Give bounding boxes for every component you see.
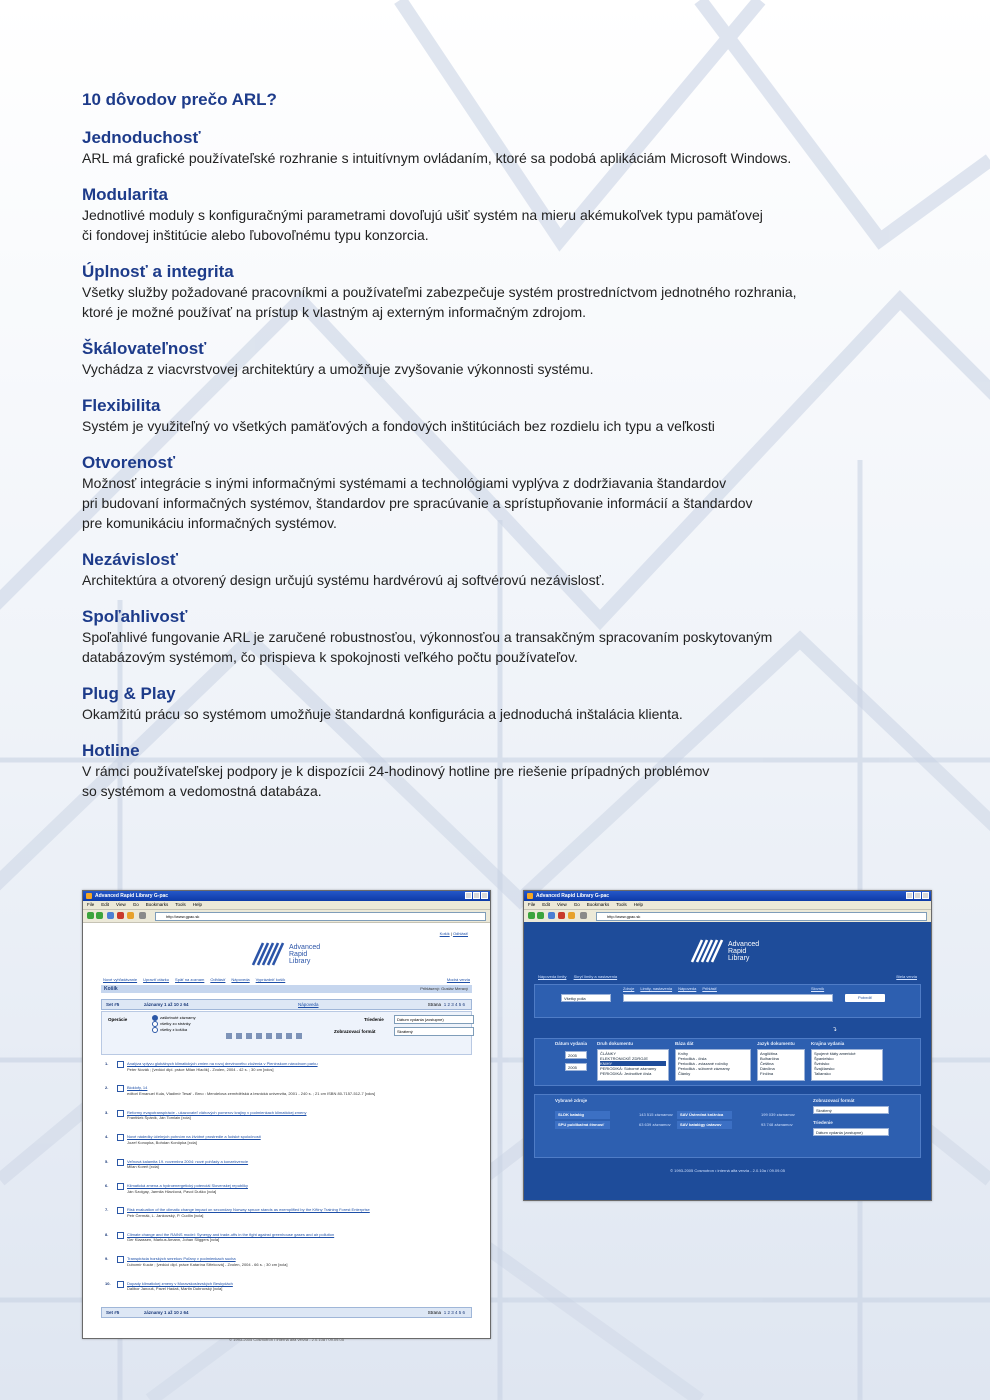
sort-select[interactable]: Dátum vydania (zostupne) — [394, 1015, 474, 1024]
hit-title[interactable]: Analýza vplyvu globálnych klimatických zmien na rovoj drevinového zloženia v Pieninskom národnom parku — [127, 1061, 318, 1066]
hit-checkbox[interactable] — [117, 1061, 124, 1068]
footer: © 1993-2005 Cosmotron • interná alfa verzia - 2.0.10a / 09.09.05 — [229, 1337, 344, 1342]
source-count: 63 639 záznamov — [639, 1122, 671, 1127]
app-icon — [86, 893, 92, 899]
reason-text: so systémom a vedomostná databáza. — [82, 783, 322, 799]
pages-label: Strana — [427, 1002, 441, 1007]
hit-checkbox[interactable] — [117, 1159, 124, 1166]
search-input[interactable] — [623, 994, 833, 1002]
hit-title[interactable]: Nové nádedky účelných pohnóm na živótné prostredie a ľudské spoločnosti — [127, 1134, 261, 1140]
reason-heading: Jednoduchosť — [82, 128, 201, 147]
listbox-option[interactable]: Periodiká - čísla — [678, 1056, 707, 1061]
limits-panel — [534, 1038, 921, 1086]
listbox-option[interactable]: Fínčina — [760, 1071, 774, 1076]
limit-column-label: Báza dát — [675, 1041, 694, 1046]
menu-item[interactable]: Go — [132, 902, 139, 907]
arl-logo — [690, 938, 759, 964]
source-name[interactable]: SLDK katalóg — [555, 1111, 610, 1119]
reason-heading: Plug & Play — [82, 684, 176, 703]
reason-heading: Flexibilita — [82, 396, 161, 415]
hit-number: 9. — [105, 1256, 109, 1262]
hit-detail: Ján Szolgay, Jarmila Hlavčová, Pavol Duško [xcla] — [127, 1188, 217, 1194]
menu-item[interactable]: Help — [633, 902, 644, 907]
menubar — [524, 901, 931, 910]
limit-listbox[interactable] — [811, 1049, 883, 1081]
reason-text: či fondovej inštitúcie alebo ľubovoľnému typu konzorcia. — [82, 227, 429, 243]
reason-text: databázovým systémom, čo prispieva k spokojnosti veľkého počtu používateľov. — [82, 649, 578, 665]
reason-text: Možnosť integrácie s inými informačnými systémami a technológiami vyplýva z dodržiavania štandardov — [82, 475, 727, 491]
hit-row — [105, 1281, 470, 1305]
nav-link[interactable]: Nové vyhľadávanie — [103, 977, 138, 982]
reason-section — [82, 607, 942, 667]
reason-text: ktoré je možné používať na prístup k vlastným aj externým informačným zdrojom. — [82, 304, 586, 320]
hit-checkbox[interactable] — [117, 1207, 124, 1214]
menu-item[interactable]: Go — [573, 902, 580, 907]
hit-row — [105, 1207, 470, 1231]
hit-number: 5. — [105, 1158, 109, 1164]
hit-row — [105, 1232, 470, 1256]
reason-section — [82, 128, 942, 168]
forward-icon[interactable] — [537, 912, 544, 919]
hit-title[interactable]: Transpirácia horských smrekov Poľany v podmienkach sucha — [127, 1256, 236, 1262]
address-bar[interactable]: http://www.gpac.sk — [596, 912, 927, 921]
reason-section — [82, 741, 942, 801]
source-name[interactable]: SAV katalógy ústavov — [677, 1121, 732, 1129]
limit-listbox[interactable] — [757, 1049, 805, 1081]
menu-item[interactable]: Bookmarks — [586, 902, 610, 907]
set-label: Set #5 — [106, 1002, 120, 1007]
reason-heading: Otvorenosť — [82, 453, 176, 472]
home-icon[interactable] — [127, 912, 134, 919]
reload-icon[interactable] — [548, 912, 555, 919]
submit-button[interactable]: Potvrdiť — [845, 994, 885, 1002]
hit-number: 10. — [105, 1280, 111, 1286]
range-label-bottom: záznamy 1 až 10 z 64 — [144, 1310, 189, 1315]
hit-title[interactable]: Climate change and the RAINS model: Synergy and trade-offs in the fight against greenhouse gases and air pollution — [127, 1231, 335, 1237]
arl-logo — [251, 941, 320, 967]
hit-title[interactable]: Bioklofy, 14 — [127, 1085, 148, 1091]
reason-text: pri budovaní informačných systémov, štandardov pre spracúvanie a sprístupňovanie informácií a štandardov — [82, 495, 753, 511]
listbox-option[interactable]: Periodiká - súborné záznamy — [678, 1066, 730, 1071]
hit-detail: Jozef Konopka, Bohdan Konôpka [xcla] — [127, 1139, 197, 1145]
listbox-option[interactable]: PERIODIKÁ: Súborné záznamy — [600, 1066, 657, 1071]
back-icon[interactable] — [87, 912, 94, 919]
nav-link[interactable]: Odhlásiť — [210, 977, 226, 982]
operation-option-label: všetky z košíka — [160, 1027, 188, 1033]
listbox-option[interactable]: Švajčiarsko — [814, 1066, 835, 1071]
format-label: Zobrazovací formát — [334, 1029, 376, 1034]
listbox-option[interactable]: Dánčina — [760, 1066, 775, 1071]
hit-number: 8. — [105, 1231, 109, 1237]
field-select[interactable]: Všetky polia — [561, 994, 611, 1002]
range-label: záznamy 1 až 10 z 64 — [144, 1002, 189, 1007]
source-count: 93 748 záznamov — [761, 1122, 793, 1127]
reason-heading: Škálovateľnosť — [82, 339, 207, 358]
sort-select[interactable]: Dátum vydania (zostupne) — [813, 1128, 889, 1136]
hit-checkbox[interactable] — [117, 1232, 124, 1239]
footer: © 1993-2005 Cosmotron • interná alfa verzia - 2.0.10a / 09.09.05 — [670, 1168, 785, 1173]
nav-links — [103, 977, 291, 983]
hit-checkbox[interactable] — [117, 1110, 124, 1117]
hit-detail: Ger Klaassen, Markus Amann, Johan Sliggers [xcla] — [127, 1237, 220, 1243]
limit-column-label: Dátum vydania — [555, 1041, 588, 1046]
help-link[interactable]: Nápoveda — [298, 1002, 319, 1007]
logo-line-2: Rapid — [728, 947, 747, 955]
pages-label-bottom: Strana — [427, 1310, 441, 1315]
nav-link[interactable]: Späť na zoznam — [175, 977, 205, 982]
hit-detail: Peter Novák ; [vedúci dipl. práce Milan Hladík] - Zvolen, 2004 - 42 s. ; 30 cm [xdcs] — [127, 1066, 274, 1072]
logout-link[interactable]: Odhlásiť — [452, 931, 468, 936]
operation-option-label: zaškrtnuté záznamy — [160, 1015, 196, 1021]
page-white — [83, 923, 490, 1342]
sort-label: Triedenie — [813, 1120, 833, 1125]
hit-checkbox[interactable] — [117, 1134, 124, 1141]
reason-text: V rámci používateľskej podpory je k dispozícii 24-hodinový hotline pre riešenie prípadných problémov — [82, 763, 710, 779]
listbox-option[interactable]: Švédsko — [814, 1061, 830, 1066]
limits-help-link[interactable]: Nápoveda limity — [538, 974, 567, 979]
hit-checkbox[interactable] — [117, 1256, 124, 1263]
hit-row — [105, 1159, 470, 1183]
reason-text: Jednotlivé moduly s konfiguračnými parametrami dovoľujú ušiť systém na mieru akémukoľvek typu pamäťovej — [82, 207, 763, 223]
sources-label: Vybrané zdroje — [555, 1098, 588, 1103]
set-bar-top — [101, 999, 472, 1010]
arl-logo-icon — [251, 941, 287, 967]
hit-checkbox[interactable] — [117, 1281, 124, 1288]
field-link[interactable]: Prihlásiť — [702, 986, 717, 991]
nav-link[interactable]: Vyprázdniť košík — [255, 977, 286, 982]
page-blue — [524, 922, 931, 1200]
limit-column-label: Krajina vydania — [811, 1041, 845, 1046]
user-label: Prihlásený: Gustáv Meravý — [420, 986, 468, 991]
operations-label: Operácie — [108, 1017, 128, 1022]
hit-checkbox[interactable] — [117, 1085, 124, 1092]
limit-listbox[interactable] — [597, 1049, 669, 1081]
reason-section — [82, 339, 942, 379]
hit-row — [105, 1134, 470, 1158]
reason-section — [82, 453, 942, 533]
reason-text: Architektúra a otvorený design určujú systému hardvérovú aj softvérovú nezávislosť. — [82, 572, 605, 588]
page-numbers[interactable]: 1 2 3 4 5 6 — [443, 1002, 465, 1007]
window-title: Advanced Rapid Library G-pac — [95, 893, 169, 899]
sort-label: Triedenie — [364, 1017, 384, 1022]
basket-link[interactable]: Košík — [439, 931, 450, 936]
app-icon — [527, 893, 533, 899]
window-title: Advanced Rapid Library G-pac — [536, 893, 610, 899]
hit-number: 3. — [105, 1109, 109, 1115]
hit-number: 2. — [105, 1085, 109, 1091]
hit-row — [105, 1183, 470, 1207]
reason-heading: Modularita — [82, 185, 168, 204]
browser-toolbar — [83, 910, 490, 923]
page-title: 10 dôvodov prečo ARL? — [82, 90, 277, 109]
nav-link[interactable]: Nápoveda — [231, 977, 250, 982]
reason-text: Systém je využiteľný vo všetkých pamäťových a fondových inštitúciách bez rozdielu ich typu a veľkosti — [82, 418, 715, 434]
address-bar[interactable]: http://www.gpac.sk — [155, 912, 486, 921]
hit-detail: Dalibor Janouš, Pavel Hadaš, Martin Dubrovský [xcla] — [127, 1286, 223, 1292]
reason-text: Okamžitú prácu so systémom umožňuje štandardná konfigurácia a jednoduchá inštalácia klienta. — [82, 706, 683, 722]
reason-section — [82, 396, 942, 436]
reasons-list — [82, 128, 942, 801]
reason-text: Vychádza z viacvrstvovej architektúry a umožňuje zvyšovanie výkonnosti systému. — [82, 361, 594, 377]
field-link[interactable]: Limity, nastavenia — [640, 986, 673, 991]
search-panel — [534, 984, 921, 1018]
listbox-option[interactable]: Španielsko — [814, 1056, 834, 1061]
reason-section — [82, 262, 942, 322]
listbox-option[interactable]: Články — [678, 1071, 691, 1076]
hit-number: 1. — [105, 1061, 109, 1066]
menu-item[interactable]: Help — [192, 902, 203, 907]
source-name[interactable]: SAV Ústredná knižnica — [677, 1111, 732, 1119]
set-bar-bottom — [101, 1307, 472, 1318]
logo-line-3: Library — [289, 957, 311, 965]
format-select[interactable]: Skrátený — [813, 1106, 889, 1114]
reason-section — [82, 185, 942, 245]
limit-column-label: Jazyk dokumentu — [757, 1041, 795, 1046]
menu-item[interactable]: Tools — [175, 902, 186, 907]
listbox-option[interactable]: PERIODIKÁ: Jednotlivé čísla — [600, 1071, 652, 1076]
window-titlebar — [83, 891, 490, 901]
hit-number: 7. — [105, 1207, 109, 1213]
reason-text: pre komunikáciu informačných systémov. — [82, 515, 337, 531]
menubar — [83, 901, 490, 910]
menu-item[interactable]: Edit — [101, 902, 110, 907]
hit-checkbox[interactable] — [117, 1183, 124, 1190]
format-label: Zobrazovací formát — [813, 1098, 855, 1103]
reason-text: Spoľahlivé fungovanie ARL je zaručené robustnosťou, výkonnosťou a transakčným spracovaním poskytovaným — [82, 629, 773, 645]
hit-title[interactable]: Reformy evapotranspirácie - ukazovateľ vláhových pomerov krajiny v podmienkach klimatickej zmeny — [127, 1109, 307, 1115]
dictionary-link[interactable]: Slovník — [811, 986, 825, 991]
operation-option[interactable] — [152, 1027, 196, 1033]
hit-detail: editori Emanuel Kula, Vladimír Tesař - Brno : Mendelova zemědělská a lesnická univerzita, 2001 - 240 s. ; 21 cm ISBN 80-7157-512-7 [xdcs] — [127, 1090, 376, 1096]
limit-column-label: Druh dokumentu — [597, 1041, 633, 1046]
logo-line-2: Rapid — [289, 950, 308, 958]
operation-option-label: všetky zo stránky — [160, 1021, 191, 1027]
white-version-link[interactable]: Biela verzia — [896, 974, 917, 979]
hide-limits-link[interactable]: Skryť limity a nastavenia — [573, 974, 618, 979]
listbox-option[interactable]: Knihy — [678, 1051, 689, 1056]
logo-line-1: Advanced — [289, 943, 321, 951]
stop-icon[interactable] — [117, 912, 124, 919]
listbox-option[interactable]: Spojené štáty americké — [814, 1051, 856, 1056]
page-heading: Košík — [104, 986, 118, 992]
hit-row — [105, 1061, 470, 1085]
listbox-option[interactable]: Periodiká - zviazané ročníky — [678, 1061, 729, 1066]
window-buttons[interactable] — [464, 892, 488, 903]
home-icon[interactable] — [568, 912, 575, 919]
color-version-link[interactable]: Modrá verzia — [446, 977, 470, 982]
field-links — [623, 986, 723, 992]
menu-item[interactable]: Tools — [616, 902, 627, 907]
page-heading-bar — [101, 985, 472, 993]
hit-detail: Milan Koreň [xcla] — [127, 1164, 159, 1170]
screenshot-white-version — [82, 890, 491, 1342]
source-name[interactable]: SPU publikačná činnosť — [555, 1121, 610, 1129]
format-select[interactable]: Skrátený — [394, 1027, 474, 1036]
expand-icon[interactable]: ↴ — [832, 1027, 838, 1033]
hit-row — [105, 1085, 470, 1109]
operations-panel — [101, 1011, 472, 1055]
logo-line-1: Advanced — [728, 940, 760, 948]
listbox-option[interactable]: Čeština — [760, 1061, 774, 1066]
print-icon[interactable] — [139, 912, 146, 919]
reason-heading: Úplnosť a integrita — [82, 262, 234, 281]
text-content — [82, 90, 942, 818]
hit-title[interactable]: Veľnová kalamita 19. novembra 2004: nové pohľady a konzekvencie — [127, 1158, 249, 1164]
arl-logo-icon — [690, 938, 726, 964]
hit-row — [105, 1110, 470, 1134]
listbox-option[interactable]: ČLÁNKY — [600, 1051, 617, 1056]
hit-title[interactable]: Risk evaluation of the climatic change impact on secondary Norway spruce stands as exemplified by the Křtiny Training Forest Enterprise — [127, 1207, 370, 1213]
back-icon[interactable] — [528, 912, 535, 919]
radio-icon[interactable] — [152, 1027, 158, 1033]
operation-icons — [226, 1026, 302, 1044]
page-numbers-bottom[interactable]: 1 2 3 4 5 6 — [443, 1310, 465, 1315]
stop-icon[interactable] — [558, 912, 565, 919]
reason-section — [82, 684, 942, 724]
listbox-option[interactable]: Angličtina — [760, 1051, 778, 1056]
source-count: 143 515 záznamov — [639, 1112, 673, 1117]
reason-heading: Spoľahlivosť — [82, 607, 188, 626]
reason-text: ARL má grafické používateľské rozhranie s intuitívnym ovládaním, ktoré sa podobá aplikáciám Microsoft Windows. — [82, 150, 792, 166]
top-links: Košík | Odhlásiť — [439, 931, 468, 936]
menu-item[interactable]: View — [557, 902, 567, 907]
listbox-option[interactable]: Bulharčina — [760, 1056, 779, 1061]
reason-text: Všetky služby požadované pracovníkmi a používateľmi zabezpečuje systém prostredníctvom jednotného rozhrania, — [82, 284, 797, 300]
hit-title[interactable]: Klimatická zmena a hydroenergetický potenciál Slovenskej republiky — [127, 1183, 248, 1188]
operation-options — [152, 1015, 196, 1033]
window-buttons[interactable] — [905, 892, 929, 903]
print-icon[interactable] — [580, 912, 587, 919]
reload-icon[interactable] — [107, 912, 114, 919]
hit-detail: Ľubomír Kucár ; [vedúci dipl. práce Katarína Střelcová] - Zvolen, 2004 - 66 s. ; 30 cm [xcla] — [127, 1261, 288, 1267]
forward-icon[interactable] — [96, 912, 103, 919]
limit-listbox[interactable] — [675, 1049, 751, 1081]
hit-title[interactable]: Dopady klimatickej zmeny v Moravskoslezských Beskydách — [127, 1280, 233, 1286]
logo-line-3: Library — [728, 954, 750, 962]
reason-heading: Hotline — [82, 741, 140, 760]
menu-item[interactable]: File — [87, 902, 95, 907]
hit-detail: Petr Čermák, L. Jankovský, P. Cudlín [xcla] — [127, 1212, 204, 1218]
sources-panel — [534, 1094, 921, 1158]
menu-item[interactable]: Edit — [542, 902, 551, 907]
set-label-bottom: Set #5 — [106, 1310, 120, 1315]
menu-item[interactable]: View — [116, 902, 126, 907]
source-count: 199 039 záznamov — [761, 1112, 795, 1117]
nav-left — [538, 974, 617, 980]
reason-section — [82, 550, 942, 590]
hit-number: 4. — [105, 1134, 109, 1140]
field-link[interactable]: Nápoveda — [678, 986, 697, 991]
field-link[interactable]: Zdroje — [623, 986, 635, 991]
menu-item[interactable]: File — [528, 902, 536, 907]
screenshot-blue-version — [523, 890, 932, 1201]
hit-number: 6. — [105, 1183, 109, 1188]
window-titlebar — [524, 891, 931, 901]
hit-detail: František Špánik, Ján Tomlain [xcla] — [127, 1115, 191, 1121]
listbox-option[interactable]: ELEKTRONICKÉ ZDROJE — [600, 1056, 649, 1061]
listbox-option[interactable]: Taliansko — [814, 1071, 831, 1076]
nav-link[interactable]: Upraviť otázku — [143, 977, 170, 982]
listbox-option[interactable]: KNIHY — [600, 1061, 666, 1066]
menu-item[interactable]: Bookmarks — [145, 902, 169, 907]
hit-row — [105, 1256, 470, 1280]
reason-heading: Nezávislosť — [82, 550, 179, 569]
date-input[interactable]: 2005 — [565, 1051, 587, 1059]
date-input[interactable]: 2005 — [565, 1063, 587, 1071]
